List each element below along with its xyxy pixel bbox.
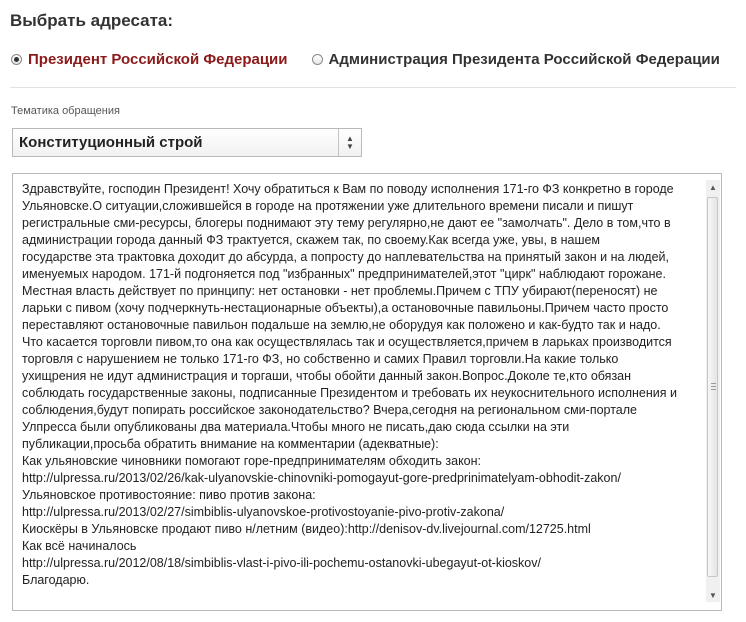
scrollbar-thumb[interactable] [707,197,718,577]
recipient-label-president[interactable]: Президент Российской Федерации [28,51,288,68]
message-textarea[interactable] [12,173,722,611]
select-arrows[interactable] [338,129,361,156]
chevron-down-icon: ▼ [346,141,354,151]
chevron-up-icon: ▲ [346,133,354,143]
recipient-option-administration[interactable] [312,51,720,68]
radio-selected-dot [14,57,19,62]
grip-icon [711,383,716,390]
page-heading: Выбрать адресата: [10,11,174,30]
topic-select-value[interactable]: Конституционный строй [19,134,203,151]
scroll-down-arrow-icon[interactable]: ▼ [709,590,717,600]
message-scrollbar[interactable] [706,180,720,602]
recipient-option-president[interactable] [11,51,288,68]
topic-select[interactable] [12,128,362,157]
recipient-label-administration[interactable]: Администрация Президента Российской Федерации [328,51,720,68]
message-text[interactable]: Здравствуйте, господин Президент! Хочу обратиться к Вам по поводу исполнения 171-го ФЗ конкретно в городе Ульяновске.О ситуации,сложившейся в городе на протяжении уже длительного времени писали и пишут регистральные сми-ресурсы, блогеры поднимают эту тему регулярно,не дают ее "замолчать". Дело в том,что в администрации города данный ФЗ трактуется, скажем так, по своему.Как всегда уже, увы, в нашем государстве эта трактовка доходит до абсурда, а попросту до наплевательства на принятый закон и на людей, именуемых народом. 171-й подгоняется под "избранных" предпринимателей,этот "цирк" наблюдают горожане. Местная власть действует по принципу: нет остановки - нет проблемы.Причем с ТПУ убирают(переносят) не ларьки с пивом (хочу подчеркнуть-нестационарные объекты),а остановочные павильоны.Причем часто просто переставляют остановочные павильон подальше на землю,не оборудуя как положено и как-будто так и надо. Что касается торговли пивом,то она как осуществлялась так и осуществляется,причем в ларьках производится торговля с нарушением не только 171-го ФЗ, но собственно и самих Правил торговли.На какие только ухищрения не идут администрация и торгаши, чтобы обойти данный закон.Вопрос.Доколе те,кто обязан соблюдать государственные законы, подписанные Президентом и требовать их неукоснительного исполнения и соблюдения,будут попирать российское законодательство? Вчера,сегодня на региональном сми-портале Улпресса были опубликованы два материала.Чтобы много не писать,даю сюда ссылки на эти публикации,просьба обратить внимание на комментарии (адекватные): Как ульяновские чиновники помогают горе-предпринимателям обходить закон: http://ulpressa.ru/2013/02/26/kak-ulyanovskie-chinovniki-pomogayut-gore-predprinimatelyam-obhodit-zakon/ Ульяновское противостояние: пиво против закона: http://ulpressa.ru/2013/02/27/simbiblis-ulyanovskoe-protivostoyanie-pivo-protiv-zakona/ Киоскёры в Ульяновске продают пиво н/летним (видео):http://denisov-dv.livejournal.com/12725.html Как всё начиналось http://ulpressa.ru/2012/08/18/simbiblis-vlast-i-pivo-ili-pochemu-ostanovki-ubegayut-ot-kioskov/ Благодарю. [22,182,677,587]
topic-label: Тематика обращения [11,105,120,117]
scroll-up-arrow-icon[interactable]: ▲ [709,182,717,192]
recipient-radio-group [11,51,720,68]
radio-button-president[interactable] [11,54,22,65]
section-divider [10,87,736,88]
radio-button-administration[interactable] [312,54,323,65]
